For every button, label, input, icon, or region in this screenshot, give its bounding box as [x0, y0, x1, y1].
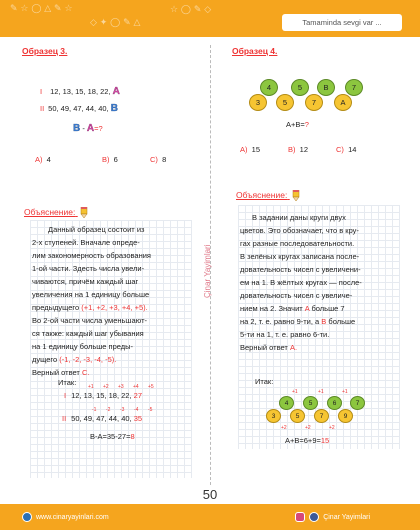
left-expl-line: Во 2-ой части числа уменьшают-	[32, 316, 148, 325]
top-circle: 4	[260, 79, 278, 96]
doodle-icon: ◇ ✦ ◯ ✎ △	[90, 18, 141, 28]
footer-social[interactable]	[295, 512, 370, 522]
right-expl-line: нием на 2. Значит A больше 7	[240, 304, 345, 313]
left-expl-line: 2-х ступеней. Вначале опреде-	[32, 238, 140, 247]
header-tag: Tamaminda sevgi var ...	[282, 14, 402, 31]
left-answer: Верный ответ C.	[32, 368, 90, 377]
right-final: A+B=6+9=15	[285, 436, 330, 445]
side-brand-text: Çinar Yayimlari	[203, 244, 212, 298]
footer-website[interactable]	[22, 512, 109, 522]
step-label: -1	[92, 407, 97, 413]
bottom-circle: A	[334, 94, 352, 111]
step-label: -5	[148, 407, 153, 413]
right-expl-line: гах разные последовательности.	[240, 239, 355, 248]
left-expl-line: увеличения на 1 единицу больше	[32, 290, 150, 299]
right-expl-line: цветов. Это обозначает, что в кру-	[240, 226, 359, 235]
step-label: +5	[148, 384, 154, 390]
step-label: +1	[292, 389, 298, 395]
globe-icon	[22, 512, 32, 522]
right-option-a[interactable]: A) 15	[240, 145, 261, 154]
right-option-b[interactable]: B) 12	[288, 145, 309, 154]
step-label: +3	[118, 384, 124, 390]
right-expl-line: В зелёных кругах записана после-	[240, 252, 360, 261]
solution-top-circle: 6	[327, 396, 342, 410]
left-expl-line: ся также: каждый шаг убывания	[32, 329, 144, 338]
left-option-c[interactable]: C) 8	[150, 155, 167, 164]
right-expl-line: на 2, т. е. равно 9-ти, а B больше	[240, 317, 356, 326]
right-question: A+B=?	[286, 120, 309, 129]
left-expl-line: Данный образец состоит из	[48, 225, 145, 234]
left-expl-line: 1-ой части. Здесть числа увели-	[32, 264, 145, 273]
solution-top-circle: 4	[279, 396, 294, 410]
pencil-icon	[80, 207, 88, 218]
solution-top-circle: 7	[350, 396, 365, 410]
top-circle: 5	[291, 79, 309, 96]
solution-bottom-circle: 3	[266, 409, 281, 423]
solution-bottom-circle: 7	[314, 409, 329, 423]
left-sum-row-2: II 50, 49, 47, 44, 40, 35	[62, 414, 143, 423]
left-final: B-A=35-27=8	[90, 432, 135, 441]
right-expl-line: ем на 1. В жёлтых кругах — после-	[240, 278, 362, 287]
step-label: +2	[103, 384, 109, 390]
step-label: +2	[329, 425, 335, 431]
left-expl-line: лим закономерность образования	[32, 251, 151, 260]
left-expl-line: дущего (-1, -2, -3, -4, -5).	[32, 355, 117, 364]
facebook-icon	[309, 512, 319, 522]
step-label: +1	[88, 384, 94, 390]
right-answer: Верный ответ A.	[240, 343, 298, 352]
step-label: -4	[134, 407, 139, 413]
left-expl-line: чиваются, причём каждый шаг	[32, 277, 139, 286]
page-header	[0, 0, 420, 37]
solution-bottom-circle: 9	[338, 409, 353, 423]
right-expl-line: В задании даны круги двух	[252, 213, 346, 222]
step-label: -2	[106, 407, 111, 413]
right-title: Образец 4.	[232, 46, 278, 56]
left-row-1: I 12, 13, 15, 18, 22, A	[40, 86, 120, 97]
left-option-a[interactable]: A) 4	[35, 155, 51, 164]
solution-bottom-circle: 5	[290, 409, 305, 423]
instagram-icon	[295, 512, 305, 522]
right-expl-line: довательность чисел с увеличе-	[240, 291, 353, 300]
step-label: +1	[342, 389, 348, 395]
bottom-circle: 7	[305, 94, 323, 111]
left-expl-line: на 1 единицу больше преды-	[32, 342, 134, 351]
right-expl-line: довательность чисел с увеличени-	[240, 265, 361, 274]
right-expl-line: 5-ти на 1, т. е. равно 6-ти.	[240, 330, 330, 339]
step-label: +1	[318, 389, 324, 395]
left-option-b[interactable]: B) 6	[102, 155, 118, 164]
left-sum-row-1: I 12, 13, 15, 18, 22, 27	[64, 391, 142, 400]
bottom-circle: 3	[249, 94, 267, 111]
doodle-icon: ✎ ☆ ◯ △ ✎ ☆	[10, 4, 73, 14]
left-question: B - A=?	[73, 123, 103, 134]
step-label: -3	[120, 407, 125, 413]
page-number: 50	[202, 487, 218, 502]
top-circle: B	[317, 79, 335, 96]
page-footer	[0, 504, 420, 530]
right-option-c[interactable]: C) 14	[336, 145, 357, 154]
left-expl-line: предыдущего (+1, +2, +3, +4, +5).	[32, 303, 148, 312]
pencil-icon	[292, 190, 300, 201]
top-circle: 7	[345, 79, 363, 96]
right-itak: Итак:	[255, 377, 274, 386]
left-row-2: II 50, 49, 47, 44, 40, B	[40, 103, 118, 114]
right-expl-title: Объяснение:	[236, 190, 300, 201]
left-title: Образец 3.	[22, 46, 68, 56]
left-itak: Итак:	[58, 378, 77, 387]
footer-social-text: Çinar Yayimlari	[323, 513, 370, 521]
step-label: +2	[281, 425, 287, 431]
solution-top-circle: 5	[303, 396, 318, 410]
step-label: +4	[133, 384, 139, 390]
left-expl-title: Объяснение:	[24, 207, 88, 218]
doodle-icon: ☆ ◯ ✎ ◇	[170, 5, 212, 15]
footer-website-text: www.cinaryayinlari.com	[36, 513, 109, 521]
step-label: +2	[305, 425, 311, 431]
bottom-circle: 5	[276, 94, 294, 111]
